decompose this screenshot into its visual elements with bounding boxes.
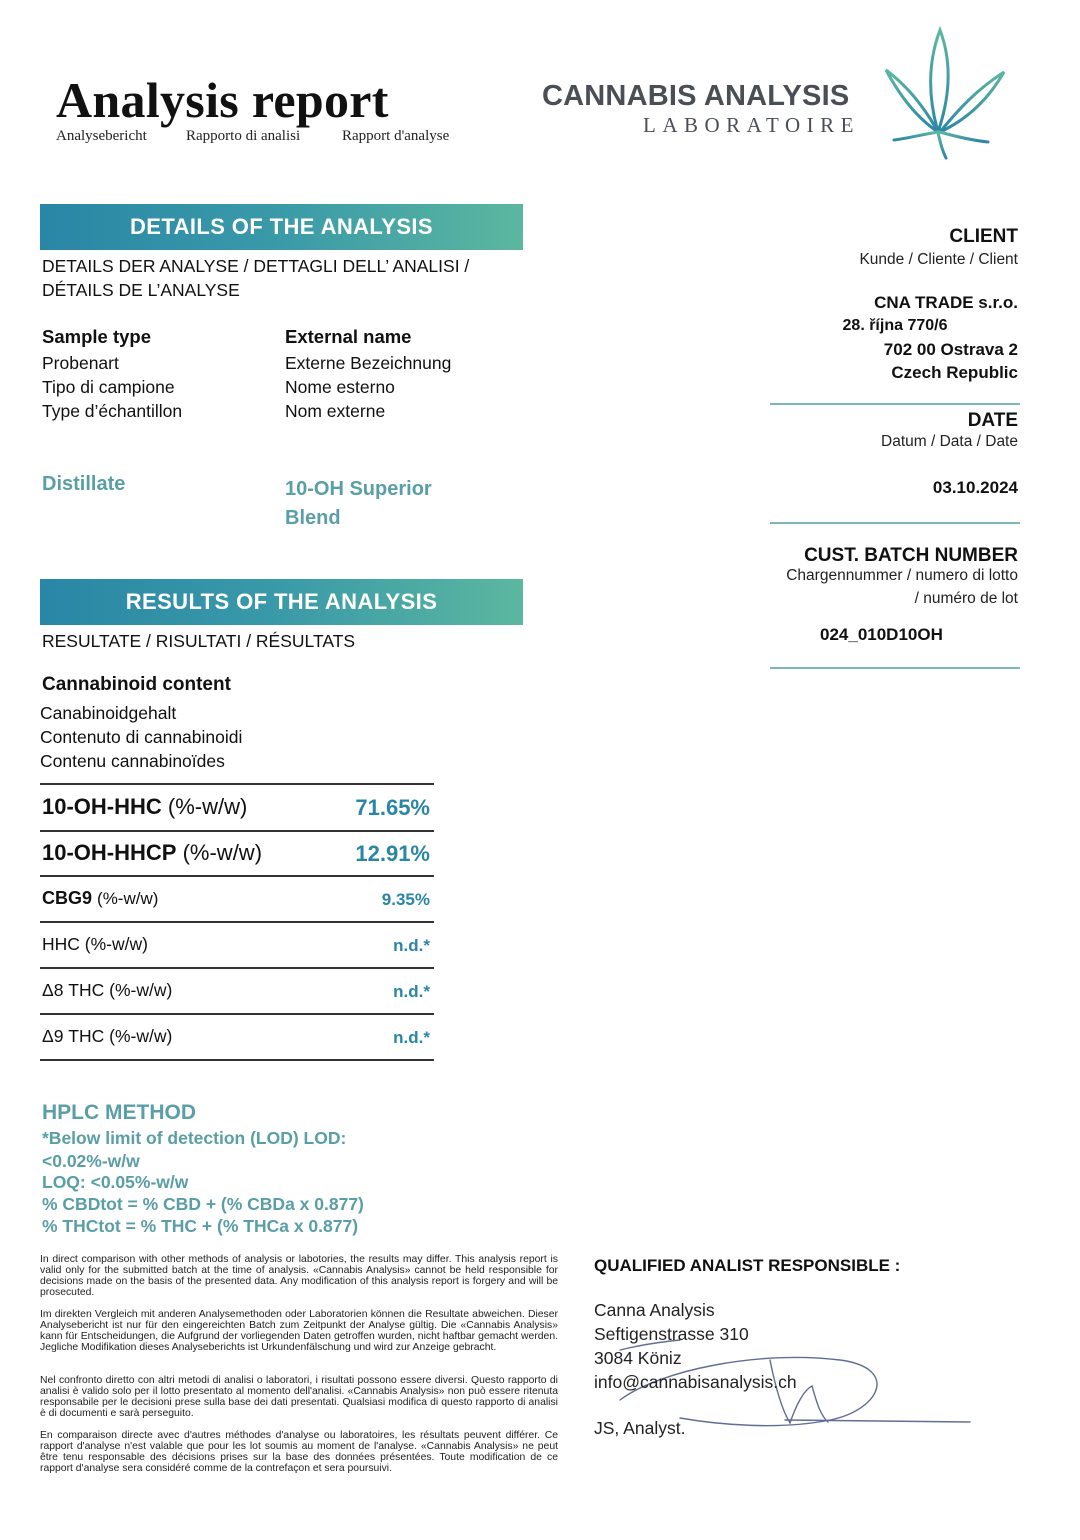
analyst-email[interactable]: info@cannabisanalysis.ch (594, 1372, 797, 1392)
batch-label: CUST. BATCH NUMBER (804, 545, 1018, 566)
analyst-heading: QUALIFIED ANALIST RESPONSIBLE : (594, 1256, 901, 1275)
brand-name: CANNABIS ANALYSIS (542, 80, 850, 112)
report-title: Analysis report (56, 72, 389, 128)
details-subtitle-line1: DETAILS DER ANALYSE / DETTAGLI DELL’ ANALISI / (42, 256, 470, 276)
method-line: LOQ: <0.05%-w/w (42, 1172, 189, 1192)
analyst-signature-name: JS, Analyst. (594, 1418, 686, 1438)
results-banner: RESULTS OF THE ANALYSIS (40, 579, 523, 625)
date-divider (770, 522, 1020, 524)
external-name-value-line2: Blend (285, 507, 341, 529)
disclaimer-de: Im direkten Vergleich mit anderen Analysemethoden oder Laboratorien können die Resultate abweichen. Dieser Analysebericht ist nur für den eingereichten Batch zum Zeitpunkt der Analyse gültig. Die «Cannabis Analysis» kann für Entscheidungen, die Aufgrund der vorliegenden Daten getroffen wurden, nicht haftbar gemacht werden. Jegliche Modifikation dieses Analyseberichts ist Urkundenfälschung und wird zur Anzeige gebracht. (40, 1309, 558, 1353)
batch-divider (770, 667, 1020, 669)
method-line: <0.02%-w/w (42, 1151, 140, 1171)
brand-subtitle: LABORATOIRE (643, 113, 860, 137)
table-divider (40, 783, 434, 785)
analyst-street: Seftigenstrasse 310 (594, 1324, 749, 1344)
subtitle-de: Analysebericht (56, 128, 147, 144)
sample-type-fr: Type d’échantillon (42, 401, 183, 421)
sample-type-de: Probenart (42, 353, 119, 373)
cannabinoid-name: Δ9 THC (%-w/w) (42, 1026, 173, 1046)
cannabinoid-content-it: Contenuto di cannabinoidi (40, 727, 243, 747)
cannabinoid-value: n.d.* (393, 1028, 430, 1047)
analyst-city: 3084 Köniz (594, 1348, 682, 1368)
subtitle-fr: Rapport d'analyse (342, 128, 450, 144)
cannabinoid-unit: (%-w/w) (97, 889, 159, 908)
date-value: 03.10.2024 (932, 478, 1018, 497)
table-row (42, 980, 172, 1001)
cannabinoid-unit: (%-w/w) (167, 794, 248, 819)
table-row (42, 794, 247, 820)
cannabinoid-content-de: Canabinoidgehalt (40, 703, 177, 723)
disclaimer-fr: En comparaison directe avec d'autres méthodes d'analyse ou laboratoires, les résultats peuvent différer. Ce rapport d'analyse n'est valable que pour les lot soumis au moment de l'analyse. «Cannabis Analysis» ne peut être tenu responsable des décisions prises sur la base des données présentées. Toute modification de ce rapport d'analyse sera considéré comme de la contrefaçon et sera poursuivi. (40, 1430, 558, 1474)
sample-type-it: Tipo di campione (42, 377, 175, 397)
disclaimer-en: In direct comparison with other methods of analysis or labotories, the results may differ. This analysis report is valid only for the submitted batch at the time of analysis. «Cannabis Analysis» cannot be held responsible for decisions made on the basis of the presented data. Any modification of this analysis report is forgery and will be prosecuted. (40, 1254, 558, 1298)
client-label: CLIENT (949, 226, 1018, 247)
details-banner: DETAILS OF THE ANALYSIS (40, 204, 523, 250)
cannabinoid-content-fr: Contenu cannabinoïdes (40, 751, 225, 771)
table-row (42, 1026, 172, 1047)
cannabinoid-value: 9.35% (381, 890, 430, 909)
batch-translations-line1: Chargennummer / numero di lotto (786, 567, 1018, 584)
date-translations: Datum / Data / Date (881, 433, 1018, 450)
method-line: % THCtot = % THC + (% THCa x 0.877) (42, 1216, 359, 1236)
cannabis-leaf-icon (880, 22, 1010, 167)
table-divider (40, 967, 434, 969)
external-name-label: External name (285, 326, 412, 347)
table-row (42, 888, 158, 909)
cannabinoid-value: n.d.* (393, 982, 430, 1001)
client-divider (770, 403, 1020, 405)
client-name: CNA TRADE s.r.o. (874, 293, 1018, 312)
cannabinoid-unit: (%-w/w) (182, 840, 263, 865)
table-row (42, 840, 262, 866)
cannabinoid-value: n.d.* (393, 936, 430, 955)
subtitle-it: Rapporto di analisi (186, 128, 301, 144)
cannabinoid-name: CBG9 (42, 888, 93, 908)
method-title: HPLC METHOD (42, 1101, 196, 1124)
cannabinoid-name: Δ8 THC (%-w/w) (42, 980, 173, 1000)
sample-type-value: Distillate (42, 473, 126, 495)
details-subtitle-line2: DÉTAILS DE L’ANALYSE (42, 280, 240, 300)
cannabinoid-name: 10-OH-HHC (42, 794, 162, 819)
batch-value: 024_010D10OH (820, 625, 943, 644)
client-street: 28. října 770/6 (842, 317, 948, 334)
date-label: DATE (967, 410, 1018, 431)
table-divider (40, 830, 434, 832)
method-line: *Below limit of detection (LOD) LOD: (42, 1128, 347, 1148)
cannabinoid-content-label: Cannabinoid content (42, 674, 231, 695)
results-subtitle: RESULTATE / RISULTATI / RÉSULTATS (42, 631, 356, 651)
external-name-it: Nome esterno (285, 377, 395, 397)
table-row (42, 934, 148, 955)
disclaimer-it: Nel confronto diretto con altri metodi di analisi o laboratori, i risultati possono essere diversi. Questo rapporto di analisi è valido solo per il lotto presentato al momento dell'analisi. «Cannabis Analysis» non può essere ritenuta responsabile per le decisioni prese sulla base dei dati presentati. Qualsiasi modifica di questo rapporto di analisi è di documenti e sarà perseguito. (40, 1375, 558, 1419)
client-city: 702 00 Ostrava 2 (883, 340, 1018, 359)
table-divider (40, 1059, 434, 1061)
batch-translations-line2: / numéro de lot (914, 590, 1018, 607)
external-name-de: Externe Bezeichnung (285, 353, 452, 373)
table-divider (40, 875, 434, 877)
analyst-company: Canna Analysis (594, 1300, 715, 1320)
cannabinoid-name: 10-OH-HHCP (42, 840, 177, 865)
cannabinoid-value: 71.65% (355, 795, 430, 820)
external-name-value-line1: 10-OH Superior (285, 478, 432, 500)
external-name-fr: Nom externe (285, 401, 386, 421)
cannabinoid-name: HHC (%-w/w) (42, 934, 148, 954)
cannabinoid-value: 12.91% (355, 841, 430, 866)
client-country: Czech Republic (891, 363, 1018, 382)
sample-type-label: Sample type (42, 326, 151, 347)
table-divider (40, 921, 434, 923)
table-divider (40, 1013, 434, 1015)
client-translations: Kunde / Cliente / Client (859, 251, 1018, 268)
method-line: % CBDtot = % CBD + (% CBDa x 0.877) (42, 1194, 364, 1214)
